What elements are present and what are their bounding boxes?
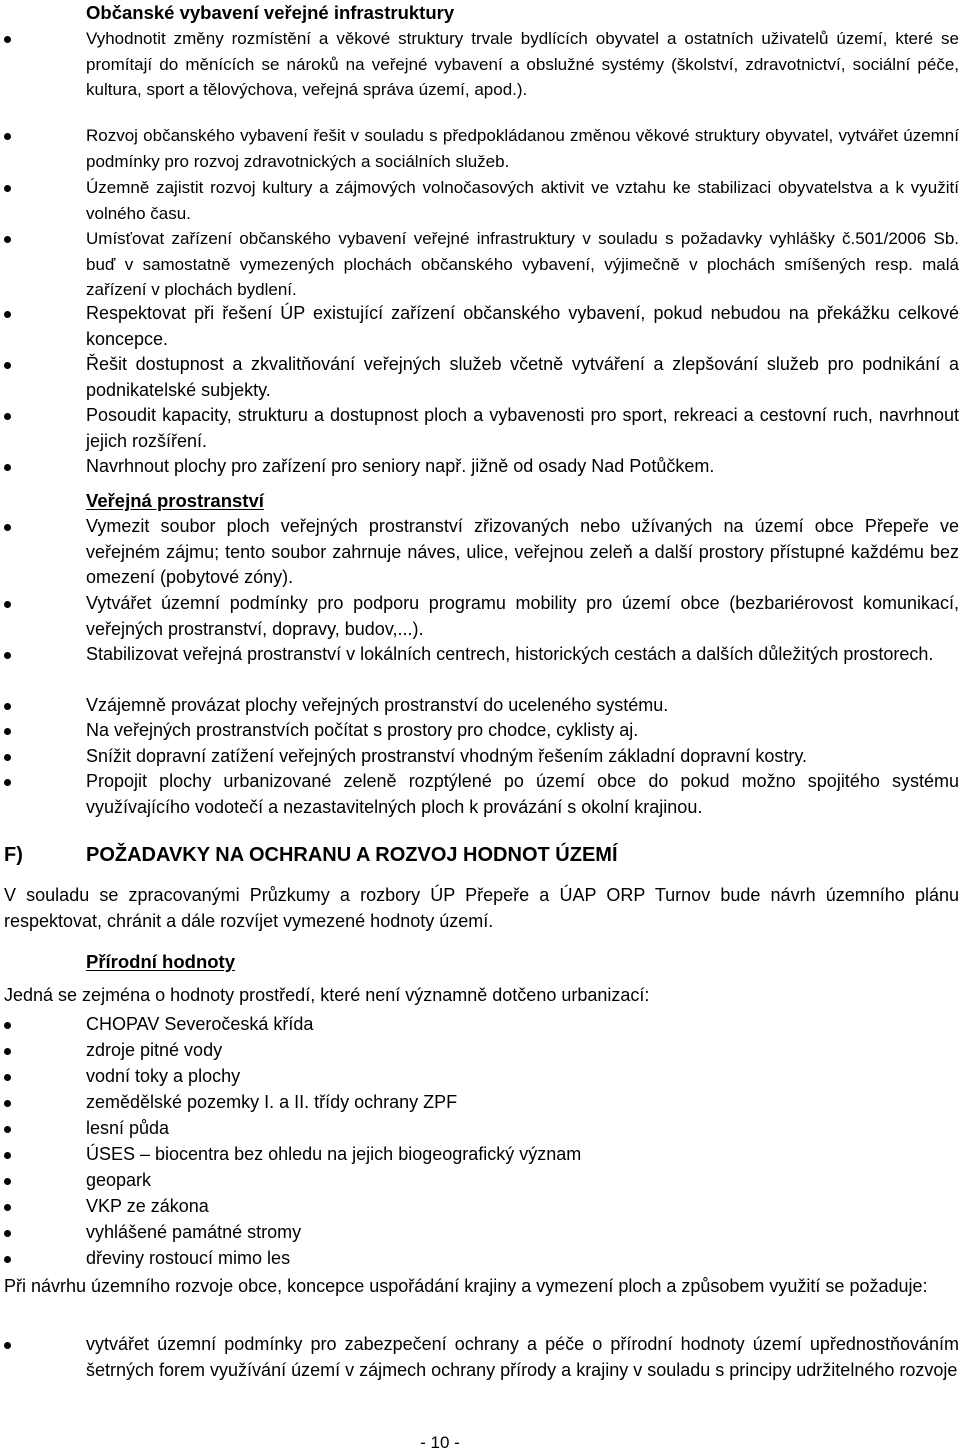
bullet-icon [4, 464, 11, 471]
list-item-text: vodní toky a plochy [86, 1066, 241, 1086]
list-item-text: Vzájemně provázat plochy veřejných prostranství do uceleného systému. [86, 695, 669, 715]
list-item-text: Vyhodnotit změny rozmístění a věkové struktury trvale bydlících obyvatel a ostatních uživatelů území, které se promítají do měnících se nároků na veřejné vybavení a obslužné systémy (školství, zdravotnictví, sociální péče, kultura, sport a tělovýchova, veřejná správa území, apod.). [86, 29, 959, 99]
bullet-icon [4, 1256, 11, 1263]
list-item-text: Propojit plochy urbanizované zeleně rozptýlené po území obce do pokud možno spojitého systému využívajícího vodotečí a nezastavitelných ploch k provázání s okolní krajinou. [86, 771, 959, 817]
list-item-text: vyhlášené památné stromy [86, 1222, 302, 1242]
bullet-icon [4, 703, 11, 710]
bullet-icon [4, 1178, 11, 1185]
list-item-text: vytvářet územní podmínky pro zabezpečení ochrany a péče o přírodní hodnoty území upřednostňováním šetrných forem využívání území v zájmech ochrany přírody a krajiny v souladu s principy udržitelného rozvoje [86, 1334, 959, 1380]
list-item-text: Řešit dostupnost a zkvalitňování veřejných služeb včetně vytváření a zlepšování služeb pro podnikání a podnikatelské subjekty. [86, 354, 959, 400]
bullet-icon [4, 1230, 11, 1237]
bullet-icon [4, 601, 11, 608]
section-title: POŽADAVKY NA OCHRANU A ROZVOJ HODNOT ÚZEMÍ [86, 844, 618, 866]
list-item-text: Na veřejných prostranstvích počítat s prostory pro chodce, cyklisty aj. [86, 720, 639, 740]
list-item-text: Umísťovat zařízení občanského vybavení veřejné infrastruktury v souladu s požadavky vyhlášky č.501/2006 Sb. buď v samostatně vymezených plochách občanského vybavení, výjimečně v plochách smíšených resp. malá zařízení v plochách bydlení. [86, 229, 959, 299]
list-item-text: VKP ze zákona [86, 1196, 209, 1216]
natural-lead: Jedná se zejména o hodnoty prostředí, které není významně dotčeno urbanizací: [4, 985, 650, 1005]
list-item-text: Snížit dopravní zatížení veřejných prostranství vhodným řešením základní dopravní kostry. [86, 746, 808, 766]
bullet-icon [4, 1048, 11, 1055]
natural-closing: Při návrhu územního rozvoje obce, koncepce uspořádání krajiny a vymezení ploch a způsobem využití se požaduje: [4, 1276, 928, 1296]
bullet-icon [4, 754, 11, 761]
bullet-icon [4, 652, 11, 659]
heading-natural-values: Přírodní hodnoty [86, 951, 236, 972]
bullet-icon [4, 1342, 11, 1349]
section-intro: V souladu se zpracovanými Průzkumy a rozbory ÚP Přepeře a ÚAP ORP Turnov bude návrh územního plánu respektovat, chránit a dále rozvíjet vymezené hodnoty území. [4, 885, 959, 931]
bullet-icon [4, 728, 11, 735]
list-item-text: dřeviny rostoucí mimo les [86, 1248, 291, 1268]
section-letter: F) [4, 844, 23, 866]
bullet-icon [4, 362, 11, 369]
bullet-icon [4, 1126, 11, 1133]
bullet-icon [4, 185, 11, 192]
bullet-icon [4, 1204, 11, 1211]
list-item-text: lesní půda [86, 1118, 170, 1138]
bullet-icon [4, 779, 11, 786]
heading-public-spaces: Veřejná prostranství [86, 490, 264, 511]
bullet-icon [4, 1152, 11, 1159]
bullet-icon [4, 524, 11, 531]
list-item-text: Respektovat při řešení ÚP existující zařízení občanského vybavení, pokud nebudou na překážku celkové koncepce. [86, 303, 959, 349]
list-item-text: ÚSES – biocentra bez ohledu na jejich biogeografický význam [86, 1144, 582, 1164]
bullet-icon [4, 36, 11, 43]
bullet-icon [4, 311, 11, 318]
bullet-icon [4, 413, 11, 420]
list-item-text: Stabilizovat veřejná prostranství v lokálních centrech, historických cestách a dalších důležitých prostorech. [86, 644, 934, 664]
list-item-text: CHOPAV Severočeská křída [86, 1014, 314, 1034]
bullet-icon [4, 1074, 11, 1081]
heading-civic-amenities: Občanské vybavení veřejné infrastruktury [86, 2, 455, 23]
bullet-icon [4, 236, 11, 243]
list-item-text: zdroje pitné vody [86, 1040, 223, 1060]
bullet-icon [4, 133, 11, 140]
list-item-text: zemědělské pozemky I. a II. třídy ochrany ZPF [86, 1092, 458, 1112]
list-item-text: Posoudit kapacity, strukturu a dostupnost ploch a vybavenosti pro sport, rekreaci a cestovní ruch, navrhnout jejich rozšíření. [86, 405, 959, 451]
list-item-text: geopark [86, 1170, 152, 1190]
bullet-icon [4, 1100, 11, 1107]
list-item-text: Vytvářet územní podmínky pro podporu programu mobility pro území obce (bezbariérovost komunikací, veřejných prostranství, dopravy, budov,...). [86, 593, 959, 639]
page-number: - 10 - [420, 1433, 460, 1452]
list-item-text: Územně zajistit rozvoj kultury a zájmových volnočasových aktivit ve vztahu ke stabilizaci obyvatelstva a k využití volného času. [86, 178, 959, 223]
list-item-text: Vymezit soubor ploch veřejných prostranství zřizovaných nebo užívaných na území obce Přepeře ve veřejném zájmu; tento soubor zahrnuje náves, ulice, veřejnou zeleň a další prostory přístupné každému bez omezení (pobytové zóny). [86, 516, 959, 587]
list-item-text: Navrhnout plochy pro zařízení pro seniory např. jižně od osady Nad Potůčkem. [86, 456, 715, 476]
bullet-icon [4, 1022, 11, 1029]
list-item-text: Rozvoj občanského vybavení řešit v souladu s předpokládanou změnou věkové struktury obyvatel, vytvářet územní podmínky pro rozvoj zdravotnických a sociálních služeb. [86, 126, 959, 171]
